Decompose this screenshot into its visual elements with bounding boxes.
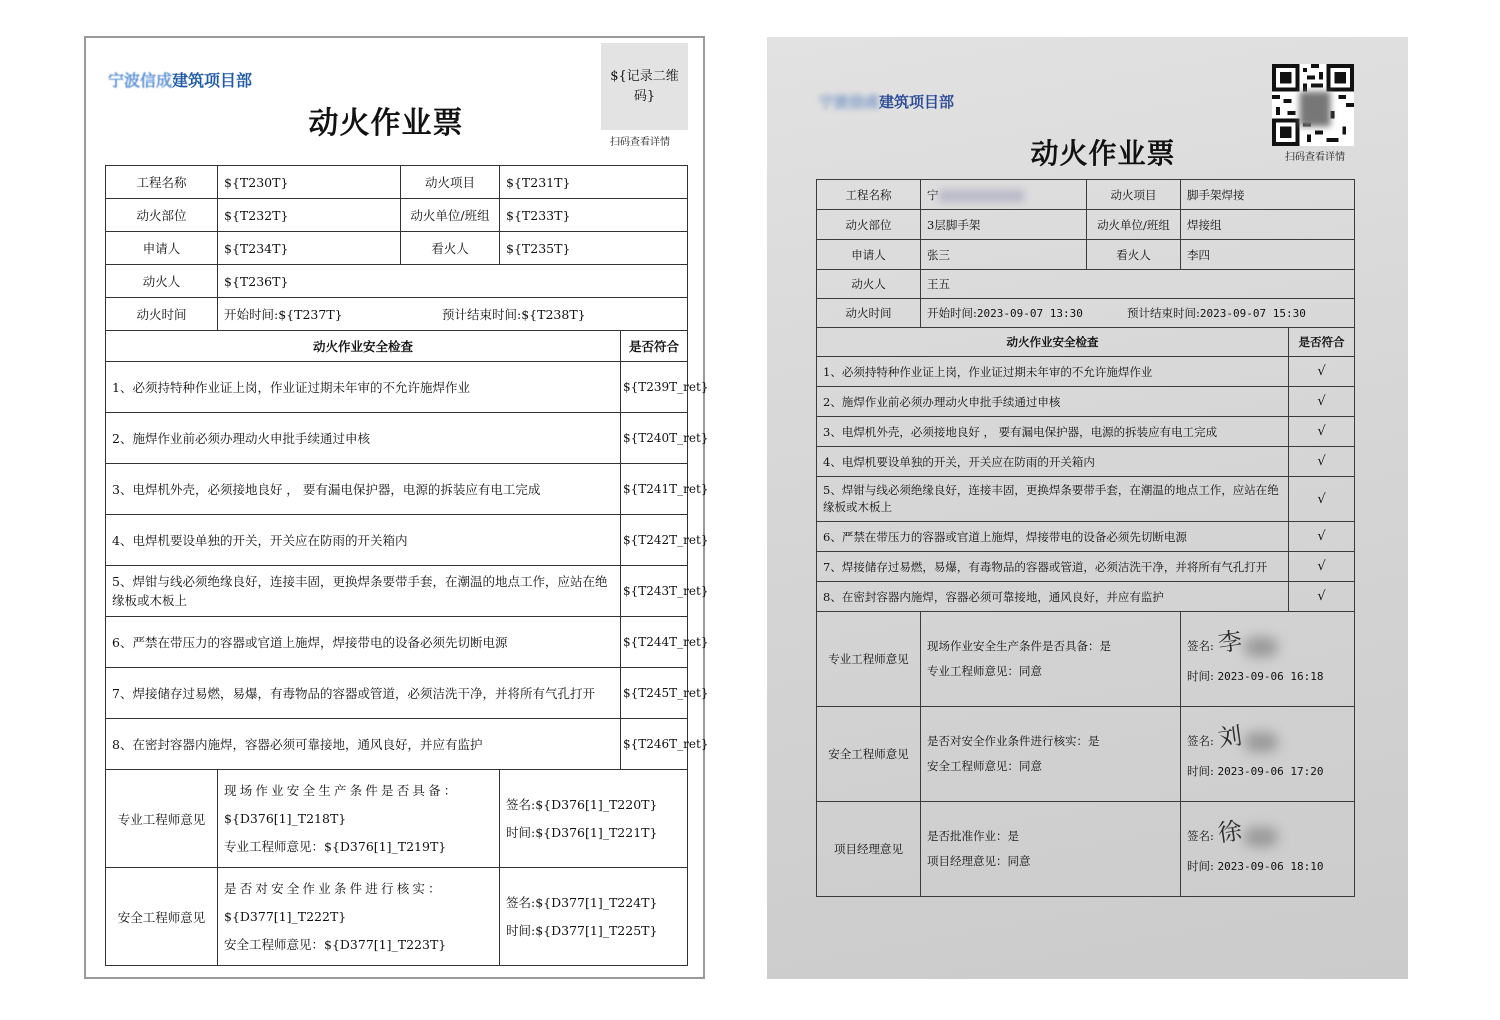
sign-label: 签名: bbox=[1187, 733, 1214, 748]
project-name-value: ${T230T} bbox=[218, 166, 401, 199]
fire-time-value bbox=[218, 298, 688, 331]
check-item: 6、严禁在带压力的容器或官道上施焊，焊接带电的设备必须先切断电源 bbox=[817, 522, 1289, 552]
operator-value: ${T236T} bbox=[218, 265, 688, 298]
applicant-value: 张三 bbox=[921, 240, 1087, 270]
end-time-value: 2023-09-07 15:30 bbox=[1199, 307, 1306, 320]
check-item: 7、焊接储存过易燃，易爆，有毒物品的容器或管道，必须洁洗干净，并将所有气孔打开 bbox=[817, 552, 1289, 582]
company-name-blurred: 宁波信成 bbox=[819, 93, 880, 111]
check-mark: √ bbox=[1289, 417, 1355, 447]
check-mark: √ bbox=[1289, 357, 1355, 387]
sign-time: 2023-09-06 17:20 bbox=[1217, 764, 1324, 778]
handwritten-signature: 徐 bbox=[1215, 815, 1244, 848]
sign-time-field: 时间:${D377[1]_T225T} bbox=[506, 922, 658, 938]
fire-unit-value: 焊接组 bbox=[1181, 210, 1355, 240]
opinion-line1: 是否批准作业：是 bbox=[927, 829, 1019, 843]
company-name bbox=[108, 68, 252, 91]
check-result: ${T242T_ret} bbox=[621, 515, 688, 566]
start-time: 开始时间:${T237T} bbox=[224, 307, 343, 322]
time-label: 时间: bbox=[1187, 668, 1214, 683]
handwritten-signature: 刘 bbox=[1215, 720, 1244, 753]
comply-header: 是否符合 bbox=[621, 331, 688, 362]
applicant-value: ${T234T} bbox=[218, 232, 401, 265]
operator-value: 王五 bbox=[921, 270, 1355, 299]
opinion-label: 专业工程师意见 bbox=[106, 770, 218, 868]
opinion-sign-cell bbox=[1181, 612, 1355, 707]
template-form-table bbox=[105, 165, 709, 966]
fire-location-value: ${T232T} bbox=[218, 199, 401, 232]
check-item: 5、焊钳与线必须绝缘良好，连接丰固，更换焊条要带手套，在潮温的地点工作，应站在绝缘板或木板上 bbox=[817, 477, 1289, 522]
applicant-label: 申请人 bbox=[817, 240, 921, 270]
check-item: 4、电焊机要设单独的开关，开关应在防雨的开关箱内 bbox=[106, 515, 621, 566]
fire-time-label: 动火时间 bbox=[106, 298, 218, 331]
filled-sheet-photo bbox=[767, 37, 1408, 979]
opinion-body bbox=[921, 612, 1181, 707]
applicant-label: 申请人 bbox=[106, 232, 218, 265]
sign-time-row bbox=[1187, 661, 1348, 692]
fire-time-value bbox=[921, 299, 1355, 328]
check-mark: √ bbox=[1289, 477, 1355, 522]
watcher-label: 看火人 bbox=[401, 232, 500, 265]
check-result: ${T244T_ret} bbox=[621, 617, 688, 668]
opinion-label: 安全工程师意见 bbox=[817, 707, 921, 802]
signature-field: 签名:${D376[1]_T220T} bbox=[506, 796, 658, 812]
project-name-label: 工程名称 bbox=[106, 166, 218, 199]
opinion-line2: 项目经理意见：同意 bbox=[927, 854, 1031, 868]
sign-time-row bbox=[1187, 851, 1348, 882]
fire-time-label: 动火时间 bbox=[817, 299, 921, 328]
opinion-line: 专业工程师意见：${D376[1]_T219T} bbox=[224, 838, 447, 854]
company-dept: 建筑项目部 bbox=[172, 71, 253, 90]
sign-time-field: 时间:${D376[1]_T221T} bbox=[506, 824, 658, 840]
opinion-body bbox=[218, 770, 500, 868]
project-name-prefix: 宁 bbox=[927, 187, 939, 202]
document-title: 动火作业票 bbox=[308, 106, 464, 141]
opinion-line: 安全工程师意见：${D377[1]_T223T} bbox=[224, 936, 447, 952]
opinion-sign-cell bbox=[500, 868, 688, 966]
check-item: 7、焊接储存过易燃，易爆，有毒物品的容器或管道，必须洁洗干净，并将所有气孔打开 bbox=[106, 668, 621, 719]
fire-unit-value: ${T233T} bbox=[500, 199, 688, 232]
check-result: ${T245T_ret} bbox=[621, 668, 688, 719]
filled-form-table bbox=[816, 179, 1355, 897]
check-mark: √ bbox=[1289, 552, 1355, 582]
check-mark: √ bbox=[1289, 447, 1355, 477]
opinion-body bbox=[921, 802, 1181, 897]
start-time-value: 2023-09-07 13:30 bbox=[976, 307, 1083, 320]
sign-time: 2023-09-06 16:18 bbox=[1217, 669, 1324, 683]
check-item: 2、施焊作业前必须办理动火申批手续通过申核 bbox=[817, 387, 1289, 417]
qr-code-placeholder: ${记录二维码} bbox=[601, 43, 688, 130]
fire-unit-label: 动火单位/班组 bbox=[401, 199, 500, 232]
fire-location-label: 动火部位 bbox=[106, 199, 218, 232]
opinion-answer: ${D376[1]_T218T} bbox=[224, 810, 347, 826]
opinion-label: 安全工程师意见 bbox=[106, 868, 218, 966]
check-result: ${T241T_ret} bbox=[621, 464, 688, 515]
qr-caption: 扫码查看详情 bbox=[1285, 152, 1345, 163]
fire-location-value: 3层脚手架 bbox=[921, 210, 1087, 240]
qr-caption: 扫码查看详情 bbox=[610, 137, 670, 148]
signature-row bbox=[1187, 627, 1348, 661]
opinion-label: 专业工程师意见 bbox=[817, 612, 921, 707]
end-time bbox=[1127, 306, 1306, 320]
opinion-body bbox=[218, 868, 500, 966]
fire-unit-label: 动火单位/班组 bbox=[1087, 210, 1181, 240]
watcher-label: 看火人 bbox=[1087, 240, 1181, 270]
redacted-block bbox=[939, 190, 1024, 202]
opinion-sign-cell bbox=[1181, 707, 1355, 802]
watcher-value: 李四 bbox=[1181, 240, 1355, 270]
check-result: ${T239T_ret} bbox=[621, 362, 688, 413]
fire-item-value: ${T231T} bbox=[500, 166, 688, 199]
opinion-question: 是否对安全作业条件进行核实： bbox=[224, 880, 444, 896]
project-name-value bbox=[921, 180, 1087, 210]
check-item: 8、在密封容器内施焊，容器必须可靠接地，通风良好，并应有监护 bbox=[106, 719, 621, 770]
opinion-answer: ${D377[1]_T222T} bbox=[224, 908, 347, 924]
check-result: ${T243T_ret} bbox=[621, 566, 688, 617]
check-result: ${T246T_ret} bbox=[621, 719, 688, 770]
opinion-question: 现场作业安全生产条件是否具备： bbox=[224, 782, 460, 798]
check-item: 3、电焊机外壳，必须接地良好 ， 要有漏电保护器，电源的拆装应有电工完成 bbox=[106, 464, 621, 515]
sign-time-row bbox=[1187, 756, 1348, 787]
check-header: 动火作业安全检查 bbox=[817, 328, 1289, 357]
opinion-line1: 现场作业安全生产条件是否具备：是 bbox=[927, 639, 1111, 653]
check-item: 5、焊钳与线必须绝缘良好，连接丰固，更换焊条要带手套，在潮温的地点工作，应站在绝缘板或木板上 bbox=[106, 566, 621, 617]
end-time-label: 预计结束时间: bbox=[1127, 306, 1200, 320]
redacted-block bbox=[1244, 732, 1278, 752]
end-time: 预计结束时间:${T238T} bbox=[442, 307, 586, 322]
check-mark: √ bbox=[1289, 522, 1355, 552]
fire-item-label: 动火项目 bbox=[1087, 180, 1181, 210]
sign-label: 签名: bbox=[1187, 638, 1214, 653]
check-item: 8、在密封容器内施焊，容器必须可靠接地，通风良好，并应有监护 bbox=[817, 582, 1289, 612]
qr-code-icon bbox=[1272, 64, 1354, 146]
start-time bbox=[927, 305, 1127, 321]
opinion-line2: 专业工程师意见：同意 bbox=[927, 664, 1042, 678]
template-sheet bbox=[84, 36, 709, 979]
fire-location-label: 动火部位 bbox=[817, 210, 921, 240]
company-dept: 建筑项目部 bbox=[879, 93, 955, 111]
check-mark: √ bbox=[1289, 387, 1355, 417]
project-name-label: 工程名称 bbox=[817, 180, 921, 210]
check-item: 1、必须持特种作业证上岗，作业证过期未年审的不允许施焊作业 bbox=[817, 357, 1289, 387]
signature-row bbox=[1187, 722, 1348, 756]
fire-item-value: 脚手架焊接 bbox=[1181, 180, 1355, 210]
check-mark: √ bbox=[1289, 582, 1355, 612]
check-item: 3、电焊机外壳，必须接地良好 ， 要有漏电保护器，电源的拆装应有电工完成 bbox=[817, 417, 1289, 447]
check-item: 1、必须持特种作业证上岗，作业证过期未年审的不允许施焊作业 bbox=[106, 362, 621, 413]
opinion-body bbox=[921, 707, 1181, 802]
signature-field: 签名:${D377[1]_T224T} bbox=[506, 894, 658, 910]
operator-label: 动火人 bbox=[817, 270, 921, 299]
signature-row bbox=[1187, 817, 1348, 851]
fire-item-label: 动火项目 bbox=[401, 166, 500, 199]
check-header: 动火作业安全检查 bbox=[106, 331, 621, 362]
company-name bbox=[819, 91, 954, 112]
time-label: 时间: bbox=[1187, 763, 1214, 778]
start-time-label: 开始时间: bbox=[927, 306, 977, 320]
opinion-sign-cell bbox=[500, 770, 688, 868]
opinion-line1: 是否对安全作业条件进行核实：是 bbox=[927, 734, 1100, 748]
watcher-value: ${T235T} bbox=[500, 232, 688, 265]
check-item: 2、施焊作业前必须办理动火申批手续通过申核 bbox=[106, 413, 621, 464]
check-item: 6、严禁在带压力的容器或官道上施焊，焊接带电的设备必须先切断电源 bbox=[106, 617, 621, 668]
opinion-line2: 安全工程师意见：同意 bbox=[927, 759, 1042, 773]
opinion-sign-cell bbox=[1181, 802, 1355, 897]
operator-label: 动火人 bbox=[106, 265, 218, 298]
check-item: 4、电焊机要设单独的开关，开关应在防雨的开关箱内 bbox=[817, 447, 1289, 477]
redacted-block bbox=[1244, 637, 1278, 657]
sign-label: 签名: bbox=[1187, 828, 1214, 843]
check-result: ${T240T_ret} bbox=[621, 413, 688, 464]
handwritten-signature: 李 bbox=[1215, 625, 1244, 658]
document-title: 动火作业票 bbox=[1030, 137, 1176, 170]
time-label: 时间: bbox=[1187, 858, 1214, 873]
opinion-label: 项目经理意见 bbox=[817, 802, 921, 897]
company-name-blurred: 宁波信成 bbox=[108, 71, 173, 90]
sign-time: 2023-09-06 18:10 bbox=[1217, 859, 1324, 873]
comply-header: 是否符合 bbox=[1289, 328, 1355, 357]
redacted-block bbox=[1244, 827, 1278, 847]
